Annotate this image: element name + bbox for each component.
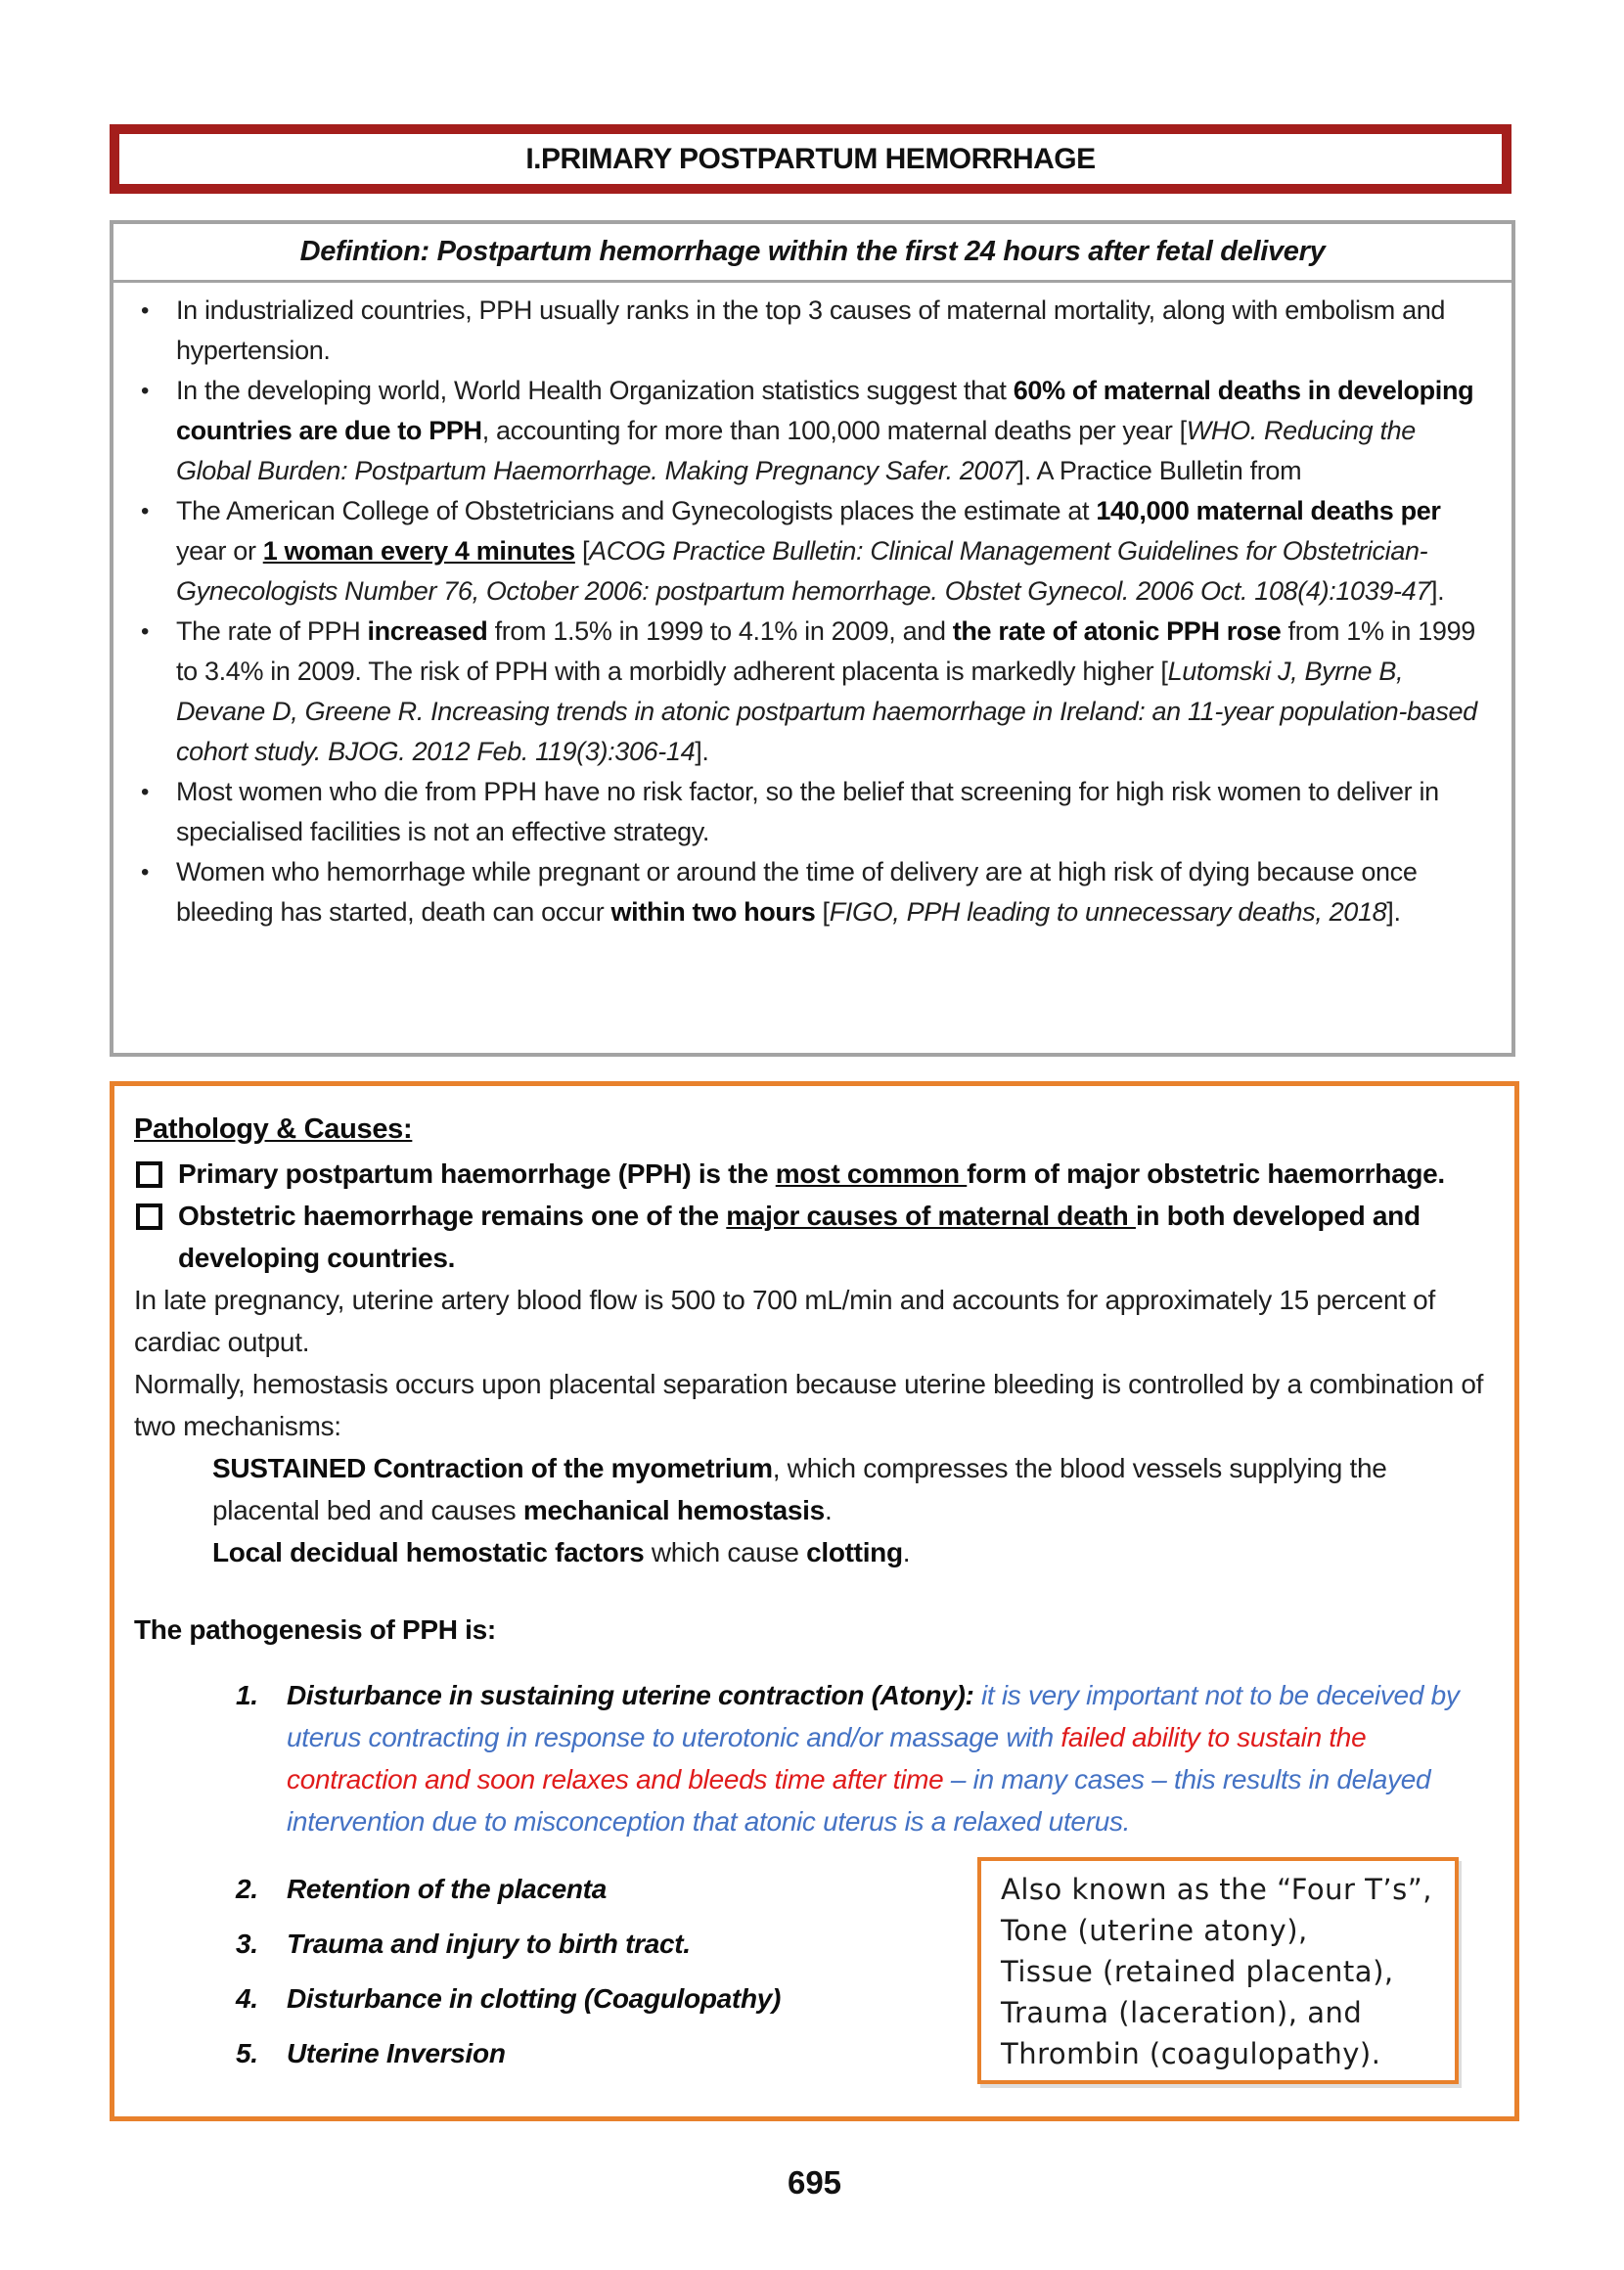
- text-segment: Retention of the placenta: [287, 1874, 607, 1904]
- checkbox-icon: [136, 1161, 162, 1188]
- text-segment: .: [902, 1537, 911, 1567]
- text-segment: SUSTAINED Contraction of the myometrium: [212, 1453, 773, 1483]
- hemostasis-mechanisms: [134, 1447, 1489, 1573]
- text-segment: from 1.5% in 1999 to 4.1% in 2009, and: [487, 616, 953, 646]
- text-segment: ACOG Practice Bulletin: Clinical Management Guidelines for Obstetrician-Gynecologists Number 76, October 2006: postpartum hemorrhage. Obstet Gynecol. 2006 Oct. 108(4):1039-47: [176, 536, 1431, 606]
- text-segment: failed ability to sustain the contraction and soon relaxes and bleeds time after time: [287, 1722, 1367, 1794]
- text-segment: Lutomski J, Byrne B, Devane D, Greene R. Increasing trends in atonic postpartum haemorrhage in Ireland: an 11-year population-based cohort study. BJOG. 2012 Feb. 119(3):306-14: [176, 657, 1477, 766]
- bullet-item: [113, 772, 1488, 852]
- page-number: 695: [787, 2164, 842, 2201]
- text-segment: Disturbance in clotting (Coagulopathy): [287, 1983, 782, 2014]
- text-segment: ].: [1430, 576, 1445, 606]
- bullet-text: [176, 772, 1488, 852]
- text-segment: major causes of maternal death: [726, 1201, 1136, 1231]
- checkbox-icon: [136, 1203, 162, 1230]
- text-segment: The rate of PPH: [176, 616, 368, 646]
- item-text: [287, 1674, 1460, 1842]
- pathology-checkbox-list: [134, 1153, 1489, 1279]
- text-segment: FIGO, PPH leading to unnecessary deaths, 2018: [829, 897, 1387, 927]
- text-segment: mechanical hemostasis: [522, 1495, 825, 1525]
- definition-and-overview-box: [110, 220, 1515, 1057]
- text-segment: [: [815, 897, 830, 927]
- bullet-item: [113, 491, 1488, 612]
- text-segment: , accounting for more than 100,000 maternal deaths per year [: [481, 416, 1187, 445]
- text-segment: Trauma and injury to birth tract.: [287, 1929, 691, 1959]
- bullet-icon: •: [141, 618, 150, 645]
- text-segment: ].: [695, 737, 709, 766]
- bullet-text: [176, 371, 1488, 491]
- bullet-icon: •: [141, 859, 150, 885]
- bullet-item: [113, 371, 1488, 491]
- overview-bullet-list: [113, 283, 1511, 932]
- definition-text: Defintion: Postpartum hemorrhage within the first 24 hours after fetal delivery: [299, 236, 1326, 267]
- text-segment: Primary postpartum haemorrhage (PPH) is the: [178, 1158, 776, 1189]
- text-segment: form of major obstetric haemorrhage.: [967, 1158, 1445, 1189]
- note-line: Thrombin (coagulopathy).: [1001, 2037, 1381, 2070]
- text-segment: which cause: [644, 1537, 807, 1567]
- text-segment: within two hours: [610, 897, 816, 927]
- note-line: Trauma (laceration), and: [1001, 1996, 1363, 2029]
- text-segment: from 1% in 1999 to 3.4% in 2009. The risk of PPH with a morbidly adherent placenta is markedly higher [: [176, 616, 1475, 686]
- pathology-heading: [134, 1108, 1489, 1151]
- pathology-paragraphs: [134, 1279, 1489, 1447]
- pathology-paragraph: [134, 1279, 1489, 1363]
- text-segment: , which compresses the blood vessels supplying the placental bed and causes: [212, 1453, 1387, 1525]
- note-line: Also known as the “Four T’s”,: [1001, 1873, 1432, 1906]
- checkbox-text: [178, 1153, 1489, 1195]
- text-segment: Disturbance in sustaining uterine contraction (Atony):: [287, 1680, 981, 1710]
- text-segment: Women who hemorrhage while pregnant or around the time of delivery are at high risk of dying because once bleeding has started, death can occur: [176, 857, 1418, 927]
- text-segment: 1 woman every 4 minutes: [262, 536, 575, 566]
- text-segment: the rate of atonic PPH rose: [952, 616, 1282, 646]
- item-number: 2.: [236, 1874, 258, 1904]
- text-segment: .: [447, 1243, 456, 1273]
- bullet-icon: •: [141, 498, 150, 524]
- text-segment: WHO. Reducing the Global Burden: Postpartum Haemorrhage. Making Pregnancy Safer. 2007: [176, 416, 1416, 485]
- item-number: 3.: [236, 1929, 258, 1959]
- text-segment: .: [824, 1495, 833, 1525]
- bullet-text: [176, 291, 1488, 371]
- text-segment: Uterine Inversion: [287, 2038, 506, 2068]
- definition-row: [113, 224, 1511, 283]
- text-segment: in both developed and developing countries: [178, 1201, 1421, 1273]
- bullet-icon: •: [141, 297, 150, 324]
- text-segment: In the developing world, World Health Organization statistics suggest that: [176, 376, 1014, 405]
- pathology-paragraph: [134, 1363, 1489, 1447]
- text-segment: ]. A Practice Bulletin from: [1016, 456, 1302, 485]
- section-title: I.PRIMARY POSTPARTUM HEMORRHAGE: [525, 142, 1096, 175]
- text-segment: Obstetric haemorrhage remains one of the: [178, 1201, 727, 1231]
- checkbox-item: [134, 1153, 1489, 1195]
- text-segment: Local decidual hemostatic factors: [212, 1537, 645, 1567]
- text-segment: In late pregnancy, uterine artery blood flow is 500 to 700 mL/min and accounts for approximately 15 percent of cardiac output.: [134, 1285, 1435, 1357]
- four-ts-note-box: [977, 1857, 1459, 2084]
- checkbox-item: [134, 1195, 1489, 1279]
- text-segment: clotting: [806, 1537, 903, 1567]
- text-segment: [: [574, 536, 590, 566]
- text-segment: Most women who die from PPH have no risk factor, so the belief that screening for high risk women to deliver in specialised facilities is not an effective strategy.: [176, 777, 1439, 846]
- pathology-heading-text: Pathology & Causes:: [134, 1113, 413, 1145]
- item-number: 5.: [236, 2038, 258, 2068]
- item-number: 4.: [236, 1983, 258, 2014]
- section-title-box: [110, 124, 1511, 194]
- bullet-item: [113, 291, 1488, 371]
- text-segment: ].: [1386, 897, 1401, 927]
- text-segment: most common: [775, 1158, 968, 1189]
- text-segment: increased: [367, 616, 488, 646]
- text-segment: 60% of maternal deaths in developing countries are due to PPH: [176, 376, 1474, 445]
- numbered-item: [236, 1674, 1489, 1842]
- checkbox-text: [178, 1195, 1489, 1279]
- text-segment: year or: [176, 536, 263, 566]
- bullet-text: [176, 612, 1488, 772]
- note-line: Tissue (retained placenta),: [1001, 1955, 1394, 1988]
- text-segment: Normally, hemostasis occurs upon placental separation because uterine bleeding is controlled by a combination of two mechanisms:: [134, 1369, 1484, 1441]
- text-segment: – in many cases – this results in delayed intervention due to misconception that atonic uterus is a relaxed uterus.: [287, 1764, 1431, 1837]
- text-segment: The American College of Obstetricians and Gynecologists places the estimate at: [176, 496, 1097, 525]
- note-line: Tone (uterine atony),: [1001, 1914, 1308, 1947]
- bullet-text: [176, 491, 1488, 612]
- item-number: 1.: [236, 1680, 258, 1710]
- bullet-icon: •: [141, 779, 150, 805]
- mechanism-line: [212, 1531, 1489, 1573]
- text-segment: In industrialized countries, PPH usually ranks in the top 3 causes of maternal mortality, along with embolism and hypertension.: [176, 295, 1446, 365]
- mechanism-line: [212, 1447, 1489, 1531]
- bullet-item: [113, 852, 1488, 932]
- bullet-item: [113, 612, 1488, 772]
- pathology-box: [110, 1081, 1519, 2121]
- bullet-text: [176, 852, 1488, 932]
- text-segment: 140,000 maternal deaths per: [1096, 496, 1441, 525]
- text-segment: it is very important not to be deceived by uterus contracting in response to uterotonic and/or massage with: [287, 1680, 1460, 1752]
- pathogenesis-heading: The pathogenesis of PPH is:: [134, 1614, 496, 1645]
- bullet-icon: •: [141, 378, 150, 404]
